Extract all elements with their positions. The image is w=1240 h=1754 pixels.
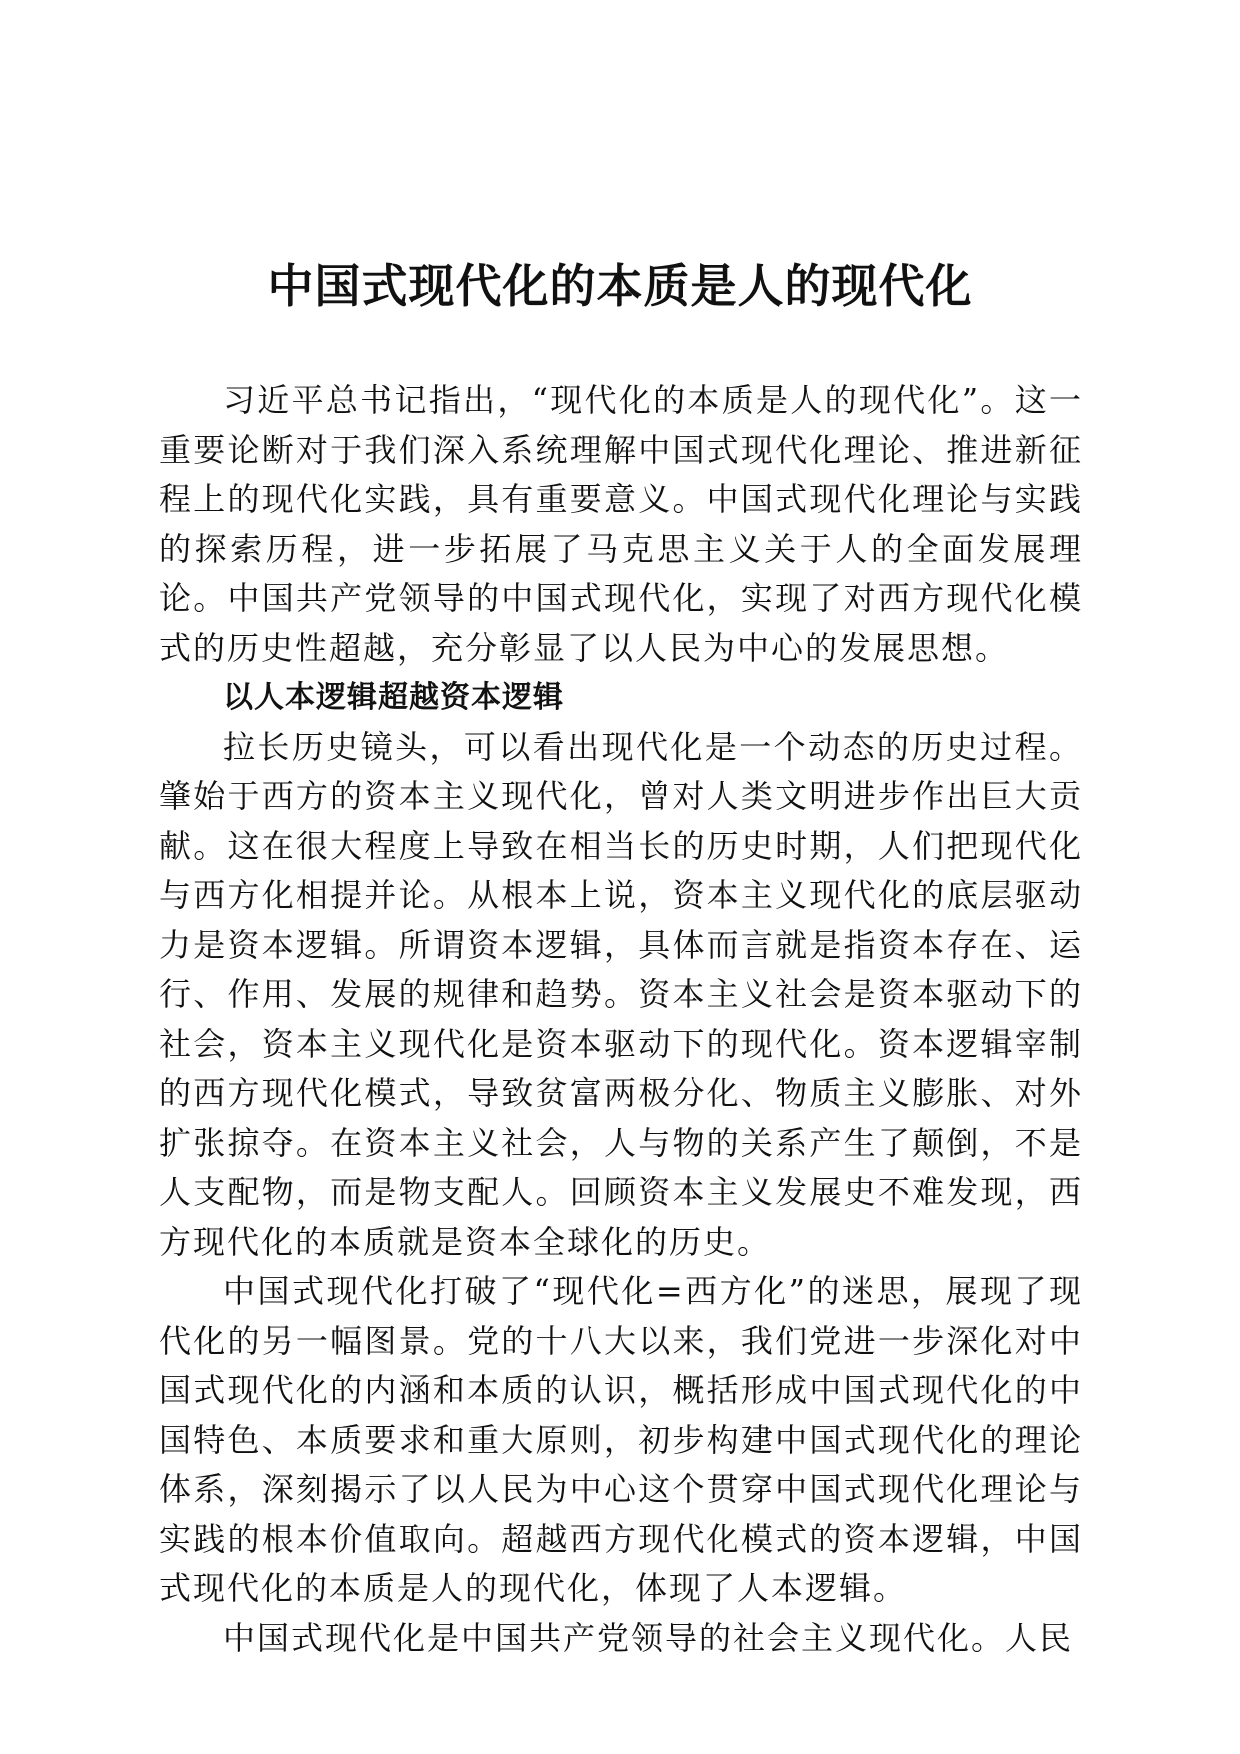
document-body	[159, 376, 1083, 1663]
document-title: 中国式现代化的本质是人的现代化	[267, 259, 973, 313]
paragraph-chinese-modernization: 中国式现代化打破了“现代化=西方化”的迷思，展现了现代化的另一幅图景。党的十八大以来，我们党进一步深化对中国式现代化的内涵和本质的认识，概括形成中国式现代化的中国特色、本质要求和重大原则，初步构建中国式现代化的理论体系，深刻揭示了以人民为中心这个贯穿中国式现代化理论与实践的根本价值取向。超越西方现代化模式的资本逻辑，中国式现代化的本质是人的现代化，体现了人本逻辑。	[159, 1272, 1083, 1607]
paragraph-capital-logic: 拉长历史镜头，可以看出现代化是一个动态的历史过程。肇始于西方的资本主义现代化，曾对人类文明进步作出巨大贡献。这在很大程度上导致在相当长的历史时期，人们把现代化与西方化相提并论。从根本上说，资本主义现代化的底层驱动力是资本逻辑。所谓资本逻辑，具体而言就是指资本存在、运行、作用、发展的规律和趋势。资本主义社会是资本驱动下的社会，资本主义现代化是资本驱动下的现代化。资本逻辑宰制的西方现代化模式，导致贫富两极分化、物质主义膨胀、对外扩张掠夺。在资本主义社会，人与物的关系产生了颠倒，不是人支配物，而是物支配人。回顾资本主义发展史不难发现，西方现代化的本质就是资本全球化的历史。	[159, 727, 1083, 1261]
paragraph-socialist-modernization: 中国式现代化是中国共产党领导的社会主义现代化。人民	[223, 1618, 1074, 1657]
paragraph-intro: 习近平总书记指出，“现代化的本质是人的现代化”。这一重要论断对于我们深入系统理解中国式现代化理论、推进新征程上的现代化实践，具有重要意义。中国式现代化理论与实践的探索历程，进一步拓展了马克思主义关于人的全面发展理论。中国共产党领导的中国式现代化，实现了对西方现代化模式的历史性超越，充分彰显了以人民为中心的发展思想。	[159, 381, 1083, 667]
section-heading: 以人本逻辑超越资本逻辑	[223, 680, 564, 715]
